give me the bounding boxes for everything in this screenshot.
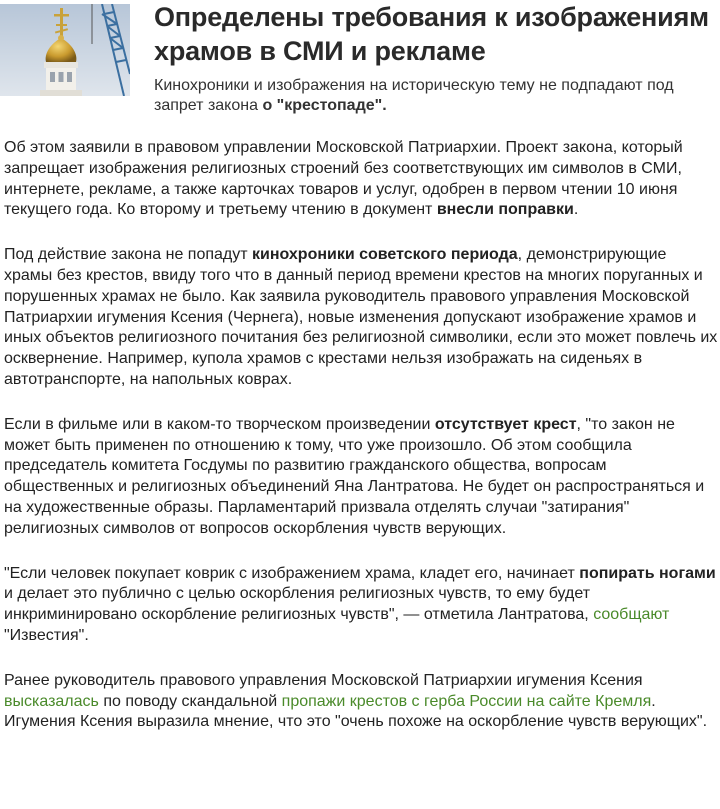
paragraph-1: [4, 138, 718, 221]
paragraph-3-start: Если в фильме или в каком-то творческом произведении: [4, 415, 435, 433]
paragraph-5-mid: по поводу скандальной: [98, 692, 282, 710]
source-link-izvestia[interactable]: сообщают: [593, 606, 670, 624]
article-title: Определены требования к изображениям храмов в СМИ и рекламе: [154, 2, 709, 66]
paragraph-5-start: Ранее руководитель правового управления Московской Патриархии игумения Ксения: [4, 671, 643, 689]
paragraph-2-bold: кинохроники советского периода: [252, 246, 518, 264]
paragraph-5: [4, 671, 718, 733]
paragraph-4-start: "Если человек покупает коврик с изображением храма, кладет его, начинает: [4, 564, 580, 582]
paragraph-3-bold: отсутствует крест: [434, 415, 577, 433]
church-dome-image: [0, 4, 130, 96]
paragraph-5-end: . Игумения Ксения выразила мнение, что это "очень похоже на оскорбление чувств верующих".: [4, 692, 708, 731]
lead-bold-text: о "крестопаде".: [262, 97, 387, 114]
paragraph-3: [4, 415, 718, 540]
paragraph-4-bold: попирать ногами: [579, 564, 716, 582]
lead-text: Кинохроники и изображения на историческую тему не подпадают под запрет закона: [154, 77, 674, 114]
paragraph-1-bold: внесли поправки: [436, 201, 574, 219]
paragraph-1-end: .: [573, 201, 579, 219]
paragraph-4-mid: и делает это публично с целью оскорбления религиозных чувств, то ему будет инкриминировано оскорбление религиозных чувств", — отметила Лантратова,: [4, 585, 594, 624]
paragraph-2: [4, 245, 718, 391]
paragraph-4: [4, 564, 718, 647]
link-vyskazalas[interactable]: высказалась: [4, 692, 99, 710]
paragraph-4-end: "Известия".: [4, 626, 89, 644]
article-thumbnail[interactable]: [0, 4, 130, 96]
paragraph-2-start: Под действие закона не попадут: [4, 246, 253, 264]
article-body: [4, 138, 718, 757]
paragraph-2-end: , демонстрирующие храмы без крестов, ввиду того что в данный период времени крестов на многих поруганных и порушенных храмах не было. Как заявила руководитель правового управления Московской Патриархии игумения Ксения (Чернега), новые изменения допускают изображение храмов и иных объектов религиозного почитания без религиозной символики, если это может повлечь их осквернение. Например, купола храмов с крестами нельзя изображать на сиденьях в автотранспорте, на напольных коврах.: [4, 246, 718, 388]
paragraph-1-text: Об этом заявили в правовом управлении Московской Патриархии. Проект закона, который запрещает изображения религиозных строений без соответствующих им символов в СМИ, интернете, рекламе, а также карточках товаров и услуг, одобрен в первом чтении 10 июня текущего года. Ко второму и третьему чтению в документ: [4, 139, 683, 219]
paragraph-3-end: , "то закон не может быть применен по отношению к тому, что уже произошло. Об этом сообщила председатель комитета Госдумы по развитию гражданского общества, вопросам общественных и религиозных объединений Яна Лантратова. Не будет он распространяться и на художественные образы. Парламентарий призвала отделять случаи "затирания" религиозных символов от вопросов оскорбления чувств верующих.: [4, 415, 705, 537]
article-lead: [154, 76, 720, 116]
link-kremlin-crosses[interactable]: пропажи крестов с герба России на сайте Кремля: [281, 692, 652, 710]
